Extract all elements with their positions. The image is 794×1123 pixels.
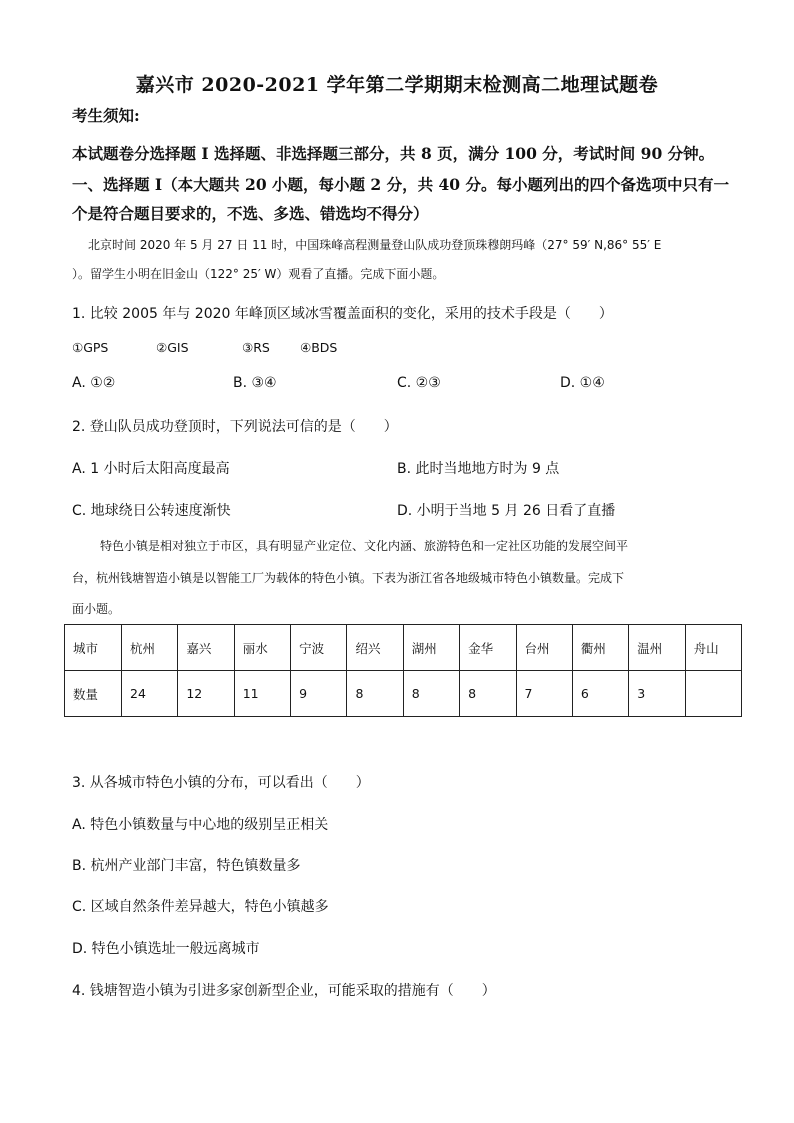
passage2-line2: 台，杭州钱塘智造小镇是以智能工厂为载体的特色小镇。下表为浙江省各地级城市特色小镇数量。完成下 xyxy=(72,571,625,585)
table-cell-count: 6 xyxy=(572,671,628,717)
question1-stem: 1. 比较 2005 年与 2020 年峰顶区域冰雪覆盖面积的变化，采用的技术手段是（ ） xyxy=(72,306,613,322)
table-cell-count: 12 xyxy=(178,671,234,717)
question2-option-a: A. 1 小时后太阳高度最高 xyxy=(72,461,230,477)
question1-option-d: D. ①④ xyxy=(560,375,605,391)
question3-stem: 3. 从各城市特色小镇的分布，可以看出（ ） xyxy=(72,775,370,791)
question2-option-b: B. 此时当地地方时为 9 点 xyxy=(397,461,560,477)
table-cell-city: 衢州 xyxy=(572,625,628,671)
question1-item: ④BDS xyxy=(300,340,338,355)
table-cell-city: 台州 xyxy=(516,625,572,671)
notice-label: 考生须知: xyxy=(72,106,140,125)
table-row-counts xyxy=(65,671,742,717)
question1-items xyxy=(72,340,337,355)
table-cell-count: 24 xyxy=(122,671,178,717)
question2-option-c: C. 地球绕日公转速度渐快 xyxy=(72,503,231,519)
question3-option-c: C. 区域自然条件差异越大，特色小镇越多 xyxy=(72,899,329,915)
table-cell-city: 温州 xyxy=(629,625,685,671)
table-header-city: 城市 xyxy=(65,625,122,671)
table-cell-city: 金华 xyxy=(460,625,516,671)
question1-item: ②GIS xyxy=(156,340,189,355)
town-count-table xyxy=(64,624,742,717)
table-cell-city: 嘉兴 xyxy=(178,625,234,671)
table-cell-count xyxy=(685,671,741,717)
question3-option-b: B. 杭州产业部门丰富，特色镇数量多 xyxy=(72,858,301,874)
question1-option-b: B. ③④ xyxy=(233,375,277,391)
table-cell-count: 7 xyxy=(516,671,572,717)
table-cell-city: 绍兴 xyxy=(347,625,403,671)
passage1-line1: 北京时间 2020 年 5 月 27 日 11 时，中国珠峰高程测量登山队成功登顶珠穆朗玛峰（27° 59′ N,86° 55′ E xyxy=(88,238,662,252)
question1-option-a: A. ①② xyxy=(72,375,116,391)
table-cell-count: 8 xyxy=(347,671,403,717)
table-cell-count: 8 xyxy=(460,671,516,717)
section1-heading-line2: 个是符合题目要求的，不选、多选、错选均不得分） xyxy=(72,204,429,223)
question1-item: ③RS xyxy=(242,340,270,355)
table-cell-city: 舟山 xyxy=(685,625,741,671)
passage2-line3: 面小题。 xyxy=(72,602,121,616)
table-cell-count: 3 xyxy=(629,671,685,717)
passage2-line1: 特色小镇是相对独立于市区，具有明显产业定位、文化内涵、旅游特色和一定社区功能的发展空间平 xyxy=(100,539,629,553)
question3-option-d: D. 特色小镇选址一般远离城市 xyxy=(72,941,260,957)
table-cell-city: 丽水 xyxy=(234,625,290,671)
section1-heading-line1: 一、选择题 I（本大题共 20 小题，每小题 2 分，共 40 分。每小题列出的四个备选项中只有一 xyxy=(72,175,729,194)
question2-option-d: D. 小明于当地 5 月 26 日看了直播 xyxy=(397,503,616,519)
question1-item: ①GPS xyxy=(72,340,109,355)
table-cell-count: 8 xyxy=(403,671,459,717)
exam-intro: 本试题卷分选择题 I 选择题、非选择题三部分，共 8 页，满分 100 分，考试时间 90 分钟。 xyxy=(72,144,715,163)
table-cell-count: 9 xyxy=(291,671,347,717)
exam-title: 嘉兴市 2020-2021 学年第二学期期末检测高二地理试题卷 xyxy=(135,74,659,96)
table-header-count: 数量 xyxy=(65,671,122,717)
table-cell-city: 杭州 xyxy=(122,625,178,671)
question1-option-c: C. ②③ xyxy=(397,375,441,391)
table-row-cities xyxy=(65,625,742,671)
question4-stem: 4. 钱塘智造小镇为引进多家创新型企业，可能采取的措施有（ ） xyxy=(72,983,496,999)
table-cell-city: 宁波 xyxy=(291,625,347,671)
question3-option-a: A. 特色小镇数量与中心地的级别呈正相关 xyxy=(72,817,329,833)
question2-stem: 2. 登山队员成功登顶时，下列说法可信的是（ ） xyxy=(72,419,398,435)
passage1-line2: ）。留学生小明在旧金山（122° 25′ W）观看了直播。完成下面小题。 xyxy=(72,267,445,281)
table-cell-count: 11 xyxy=(234,671,290,717)
table-cell-city: 湖州 xyxy=(403,625,459,671)
